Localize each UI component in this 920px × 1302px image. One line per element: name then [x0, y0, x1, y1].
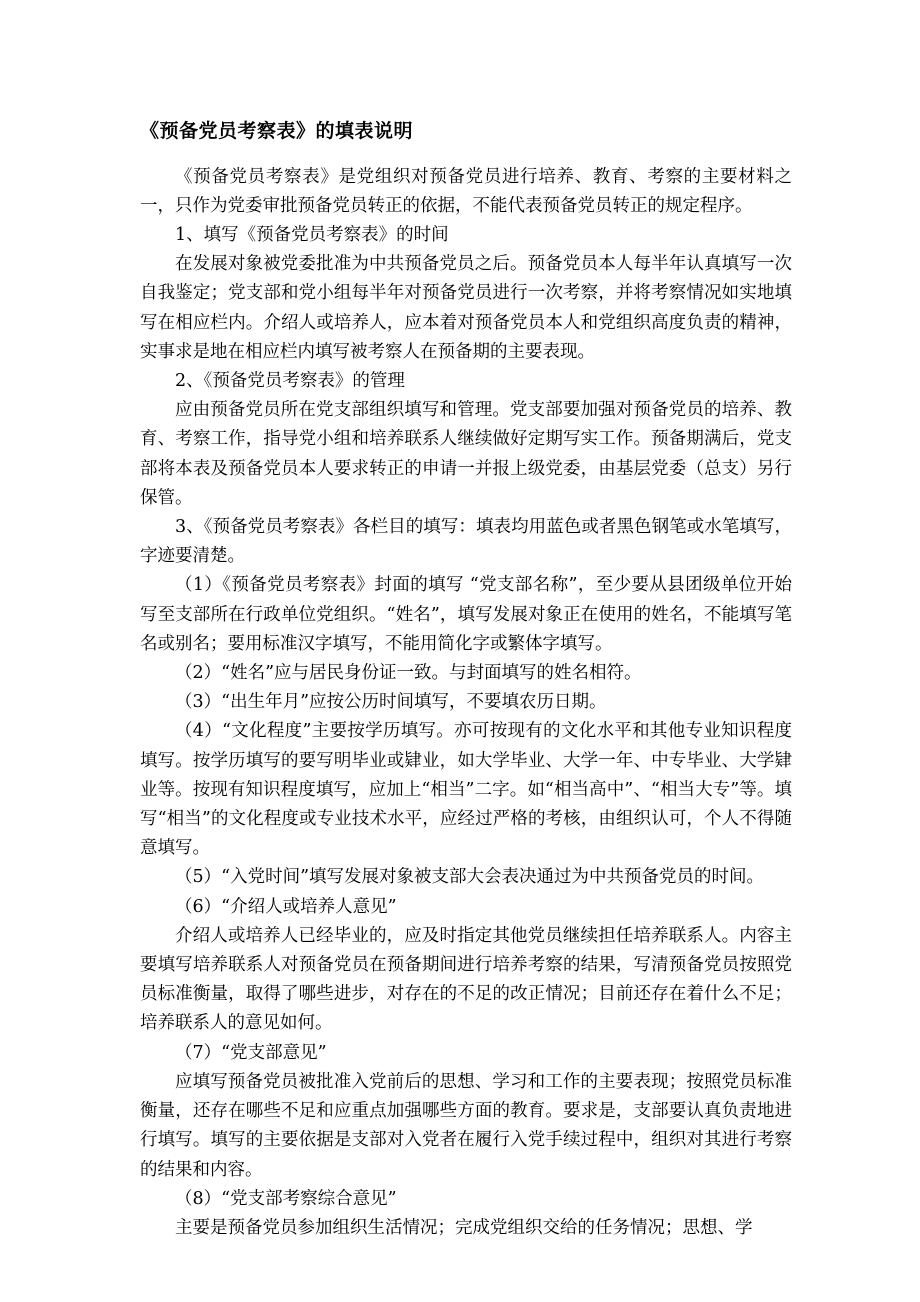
paragraph: （8）“党支部考察综合意见”	[175, 1188, 397, 1209]
paragraph: （2）“姓名”应与居民身份证一致。与封面填写的姓名相符。	[175, 663, 642, 684]
paragraph: （6）“介绍人或培养人意见”	[175, 896, 397, 917]
paragraph: 介绍人或培养人已经毕业的，应及时指定其他党员继续担任培养联系人。内容主要填写培养联系人对预备党员在预备期间进行培养考察的结果，写清预备党员按照党员标准衡量，取得了哪些进步，对存在的不足的改正情况；目前还存在着什么不足；培养联系人的意见如何。	[140, 925, 792, 1034]
paragraph: （1）《预备党员考察表》封面的填写 “党支部名称”，至少要从县团级单位开始写至支部所在行政单位党组织。“姓名”，填写发展对象正在使用的姓名，不能填写笔名或别名；要用标准汉字填写，不能用简化字或繁体字填写。	[140, 575, 792, 654]
paragraph: 3、《预备党员考察表》各栏目的填写：填表均用蓝色或者黑色钢笔或水笔填写，字迹要清楚。	[140, 517, 792, 567]
paragraph: 应填写预备党员被批准入党前后的思想、学习和工作的主要表现；按照党员标准衡量，还存在哪些不足和应重点加强哪些方面的教育。要求是，支部要认真负责地进行填写。填写的主要依据是支部对入党者在履行入党手续过程中，组织对其进行考察的结果和内容。	[140, 1071, 792, 1180]
page-title: 《预备党员考察表》的填表说明	[140, 120, 414, 142]
paragraph: 2、《预备党员考察表》的管理	[175, 371, 405, 392]
paragraph: 应由预备党员所在党支部组织填写和管理。党支部要加强对预备党员的培养、教育、考察工作，指导党小组和培养联系人继续做好定期写实工作。预备期满后，党支部将本表及预备党员本人要求转正的申请一并报上级党委，由基层党委（总支）另行保管。	[140, 400, 792, 508]
paragraph: （4）“文化程度”主要按学历填写。亦可按现有的文化水平和其他专业知识程度填写。按学历填写的要写明毕业或肄业，如大学毕业、大学一年、中专毕业、大学肄业等。按现有知识程度填写，应加上“相当”二字。如“相当高中”、“相当大专”等。填写“相当”的文化程度或专业技术水平，应经过严格的考核，由组织认可，个人不得随意填写。	[140, 721, 792, 859]
paragraph: （3）“出生年月”应按公历时间填写，不要填农历日期。	[175, 692, 607, 713]
paragraph: 在发展对象被党委批准为中共预备党员之后。预备党员本人每半年认真填写一次自我鉴定；党支部和党小组每半年对预备党员进行一次考察，并将考察情况如实地填写在相应栏内。介绍人或培养人，应本着对预备党员本人和党组织高度负责的精神，实事求是地在相应栏内填写被考察人在预备期的主要表现。	[140, 254, 792, 362]
paragraph: （7）“党支部意见”	[175, 1042, 327, 1063]
paragraph: 1、填写《预备党员考察表》的时间	[175, 225, 449, 245]
paragraph: （5）“入党时间”填写发展对象被支部大会表决通过为中共预备党员的时间。	[175, 867, 765, 888]
paragraph: 《预备党员考察表》是党组织对预备党员进行培养、教育、考察的主要材料之一，只作为党委审批预备党员转正的依据，不能代表预备党员转正的规定程序。	[140, 166, 792, 216]
paragraph: 主要是预备党员参加组织生活情况；完成党组织交给的任务情况；思想、学	[175, 1217, 753, 1238]
